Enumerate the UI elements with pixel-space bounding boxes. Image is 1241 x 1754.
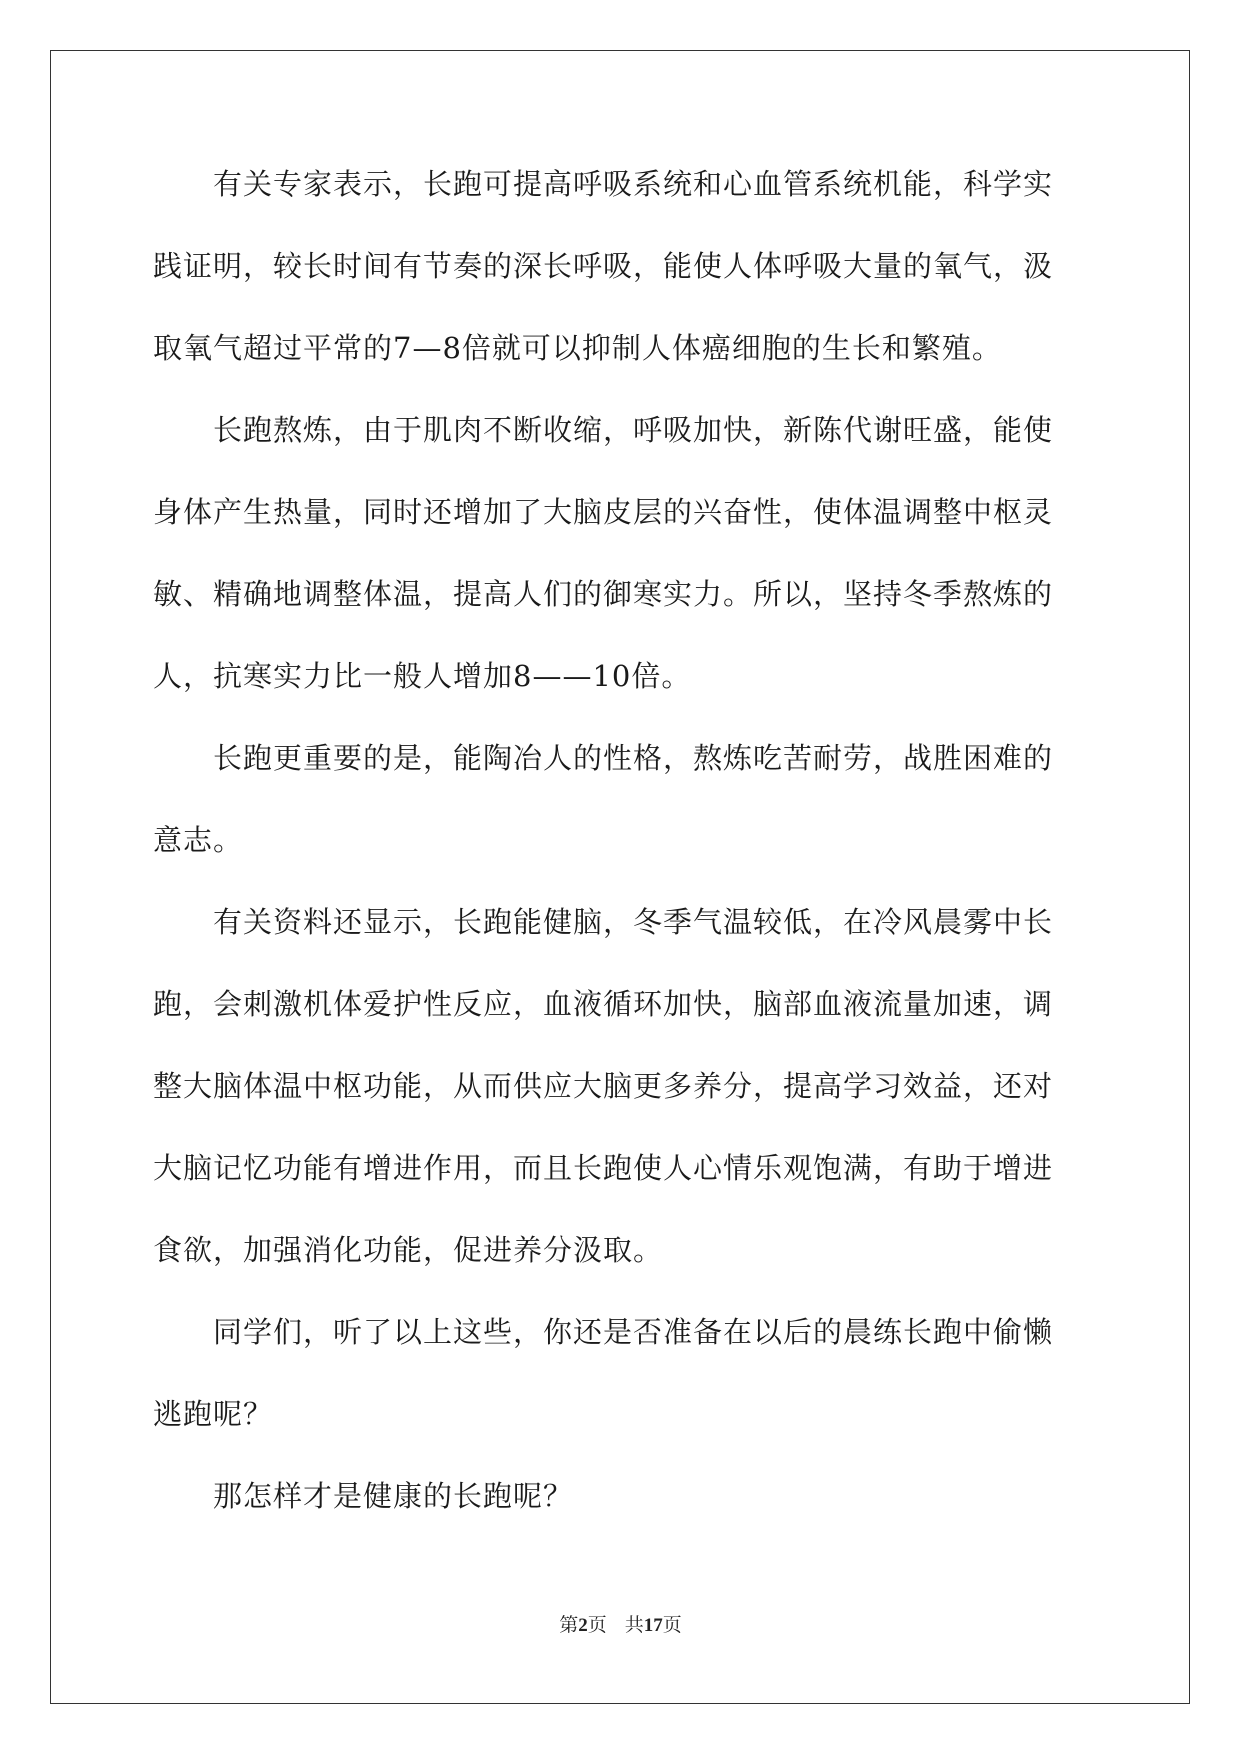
page-suffix: 页 bbox=[587, 1614, 607, 1636]
paragraph-4-line-4: 大脑记忆功能有增进作用，而且长跑使人心情乐观饱满，有助于增进 bbox=[153, 1151, 1054, 1185]
total-indicator bbox=[625, 1614, 682, 1636]
page-indicator bbox=[559, 1614, 607, 1636]
paragraph-2-line-2: 身体产生热量，同时还增加了大脑皮层的兴奋性，使体温调整中枢灵 bbox=[153, 495, 1054, 529]
paragraph-2-line-3: 敏、精确地调整体温，提高人们的御寒实力。所以，坚持冬季熬炼的 bbox=[153, 577, 1054, 611]
page-number: 2 bbox=[578, 1615, 588, 1636]
page-prefix: 第 bbox=[559, 1614, 579, 1636]
total-suffix: 页 bbox=[662, 1614, 682, 1636]
total-pages: 17 bbox=[643, 1615, 663, 1636]
paragraph-2-line-1: 长跑熬炼，由于肌肉不断收缩，呼吸加快，新陈代谢旺盛，能使 bbox=[213, 413, 1054, 447]
total-prefix: 共 bbox=[624, 1614, 644, 1636]
page-footer bbox=[0, 1610, 1241, 1637]
paragraph-4-line-5: 食欲，加强消化功能，促进养分汲取。 bbox=[153, 1233, 664, 1267]
paragraph-3-line-1: 长跑更重要的是，能陶冶人的性格，熬炼吃苦耐劳，战胜困难的 bbox=[213, 741, 1054, 775]
document-body bbox=[153, 160, 1093, 1554]
paragraph-5-line-2: 逃跑呢？ bbox=[153, 1397, 274, 1431]
paragraph-1-line-2: 践证明，较长时间有节奏的深长呼吸，能使人体呼吸大量的氧气，汲 bbox=[153, 249, 1054, 283]
paragraph-1-line-3: 取氧气超过平常的7—8倍就可以抑制人体癌细胞的生长和繁殖。 bbox=[153, 331, 1002, 365]
paragraph-5-line-1: 同学们，听了以上这些，你还是否准备在以后的晨练长跑中偷懒 bbox=[213, 1315, 1054, 1349]
paragraph-6-line-1: 那怎样才是健康的长跑呢？ bbox=[213, 1479, 574, 1513]
paragraph-4-line-3: 整大脑体温中枢功能，从而供应大脑更多养分，提高学习效益，还对 bbox=[153, 1069, 1054, 1103]
paragraph-2-line-4: 人，抗寒实力比一般人增加8——10倍。 bbox=[153, 659, 692, 693]
paragraph-1-line-1: 有关专家表示，长跑可提高呼吸系统和心血管系统机能，科学实 bbox=[213, 167, 1054, 201]
paragraph-4-line-1: 有关资料还显示，长跑能健脑，冬季气温较低，在冷风晨雾中长 bbox=[213, 905, 1054, 939]
paragraph-3-line-2: 意志。 bbox=[153, 823, 244, 857]
paragraph-4-line-2: 跑，会刺激机体爱护性反应，血液循环加快，脑部血液流量加速，调 bbox=[153, 987, 1054, 1021]
